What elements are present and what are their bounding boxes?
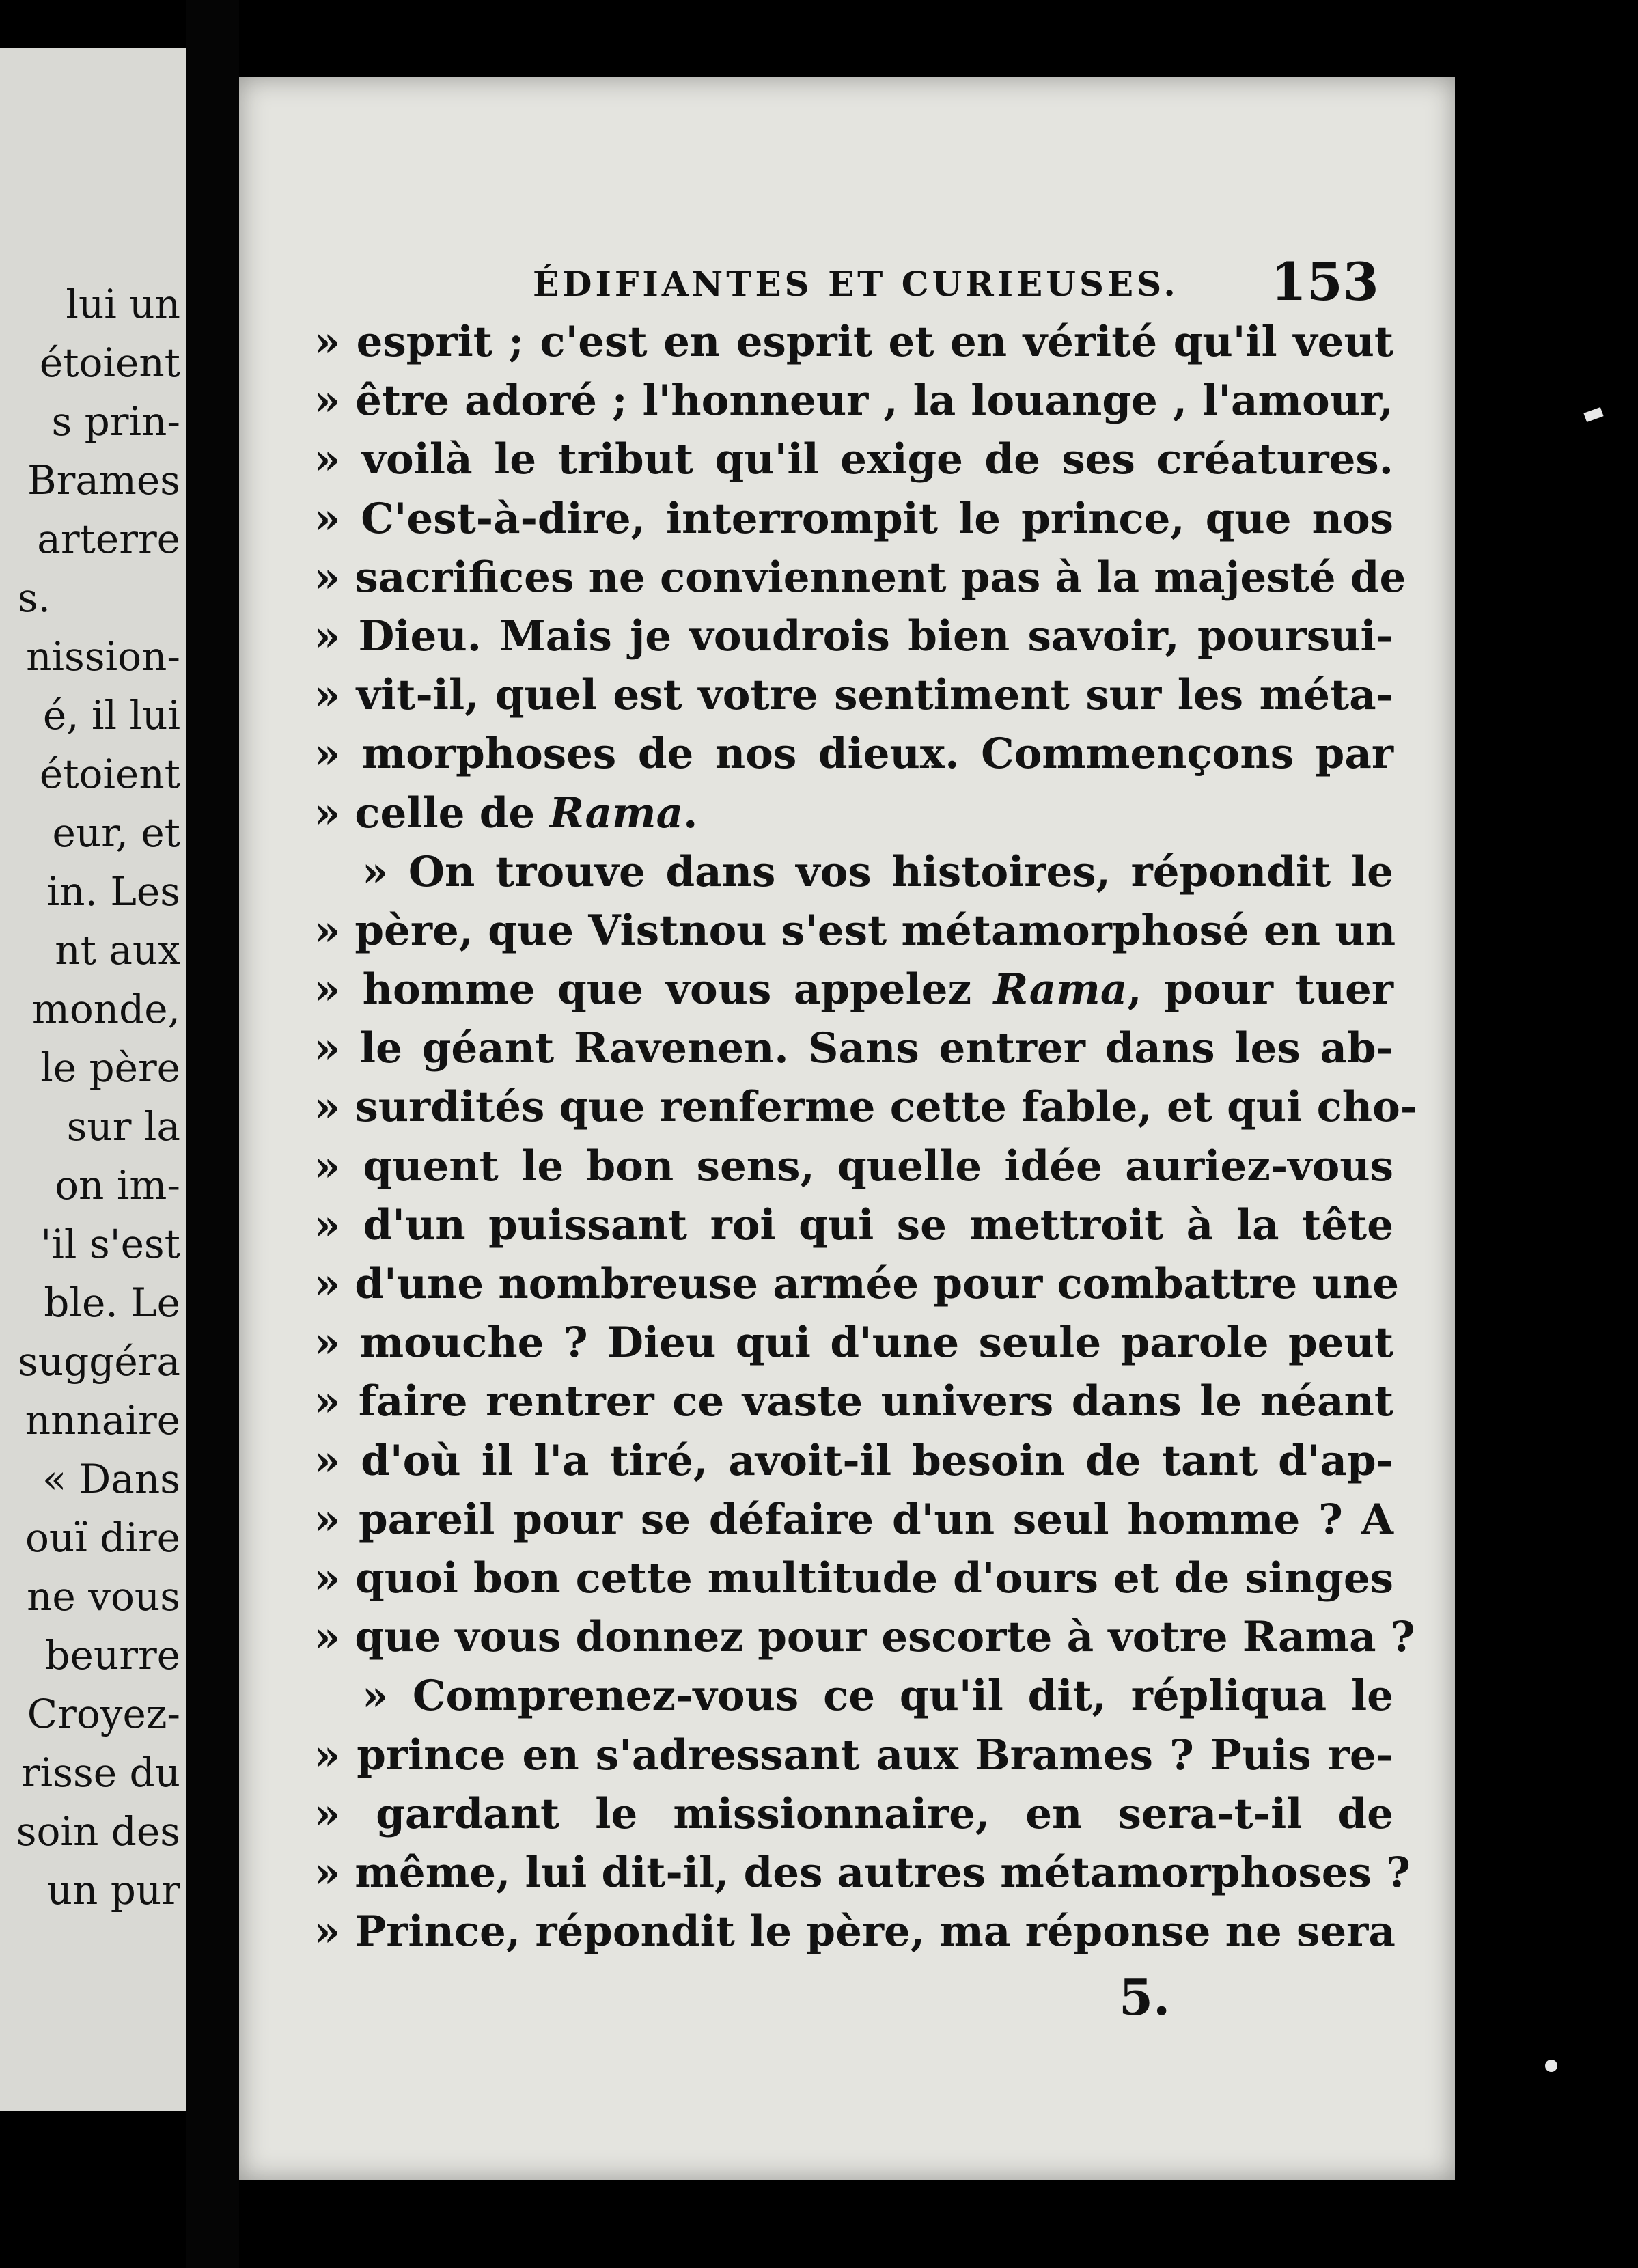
text-line: » d'un puissant roi qui se mettroit à la tête [314, 1200, 1393, 1249]
left-page-line: sur la [66, 1103, 180, 1150]
text-line: » quoi bon cette multitude d'ours et de singes [314, 1553, 1393, 1603]
text-line: » le géant Ravenen. Sans entrer dans les ab- [314, 1024, 1393, 1073]
left-page-line: é, il lui [42, 692, 180, 738]
left-page-line: suggéra [17, 1338, 180, 1385]
text-line: » que vous donnez pour escorte à votre Rama ? [314, 1613, 1415, 1662]
left-page-line: étoient [39, 340, 180, 386]
left-page-line: s. [17, 575, 51, 621]
text-line: » faire rentrer ce vaste univers dans le néant [314, 1377, 1393, 1426]
text-line: » celle de Rama. [314, 788, 698, 838]
text-line: » esprit ; c'est en esprit et en vérité qu'il veut [314, 318, 1393, 366]
left-page-line: nt aux [55, 927, 180, 973]
left-page-line: risse du [20, 1750, 180, 1796]
text-line: » prince en s'adressant aux Brames ? Puis re- [314, 1730, 1393, 1780]
dust-speck [1545, 2060, 1557, 2072]
text-line: » Prince, répondit le père, ma réponse ne sera [314, 1907, 1396, 1956]
left-page-line: ouï dire [25, 1515, 180, 1561]
text-line: » Comprenez-vous ce qu'il dit, répliqua le [362, 1672, 1393, 1721]
text-line: » pareil pour se défaire d'un seul homme ? A [314, 1495, 1393, 1544]
left-page-line: on im- [55, 1162, 180, 1208]
left-page-line: étoient [39, 751, 180, 797]
left-page-line: « Dans [42, 1456, 180, 1502]
text-line: » vit-il, quel est votre sentiment sur les méta- [314, 671, 1393, 720]
left-page-line: s prin- [51, 398, 180, 445]
signature-mark: 5. [1119, 1968, 1171, 2026]
text-line: » même, lui dit-il, des autres métamorphoses ? [314, 1848, 1411, 1897]
text-line: » Dieu. Mais je voudrois bien savoir, poursui- [314, 611, 1393, 661]
left-page-line: lui un [66, 281, 180, 327]
page-header [239, 251, 1455, 313]
left-page-line: 'il s'est [40, 1221, 180, 1267]
left-page-line: arterre [37, 516, 180, 562]
text-line: » voilà le tribut qu'il exige de ses créatures. [314, 435, 1393, 484]
text-line: » mouche ? Dieu qui d'une seule parole peut [314, 1318, 1393, 1368]
left-page-line: nnnaire [25, 1397, 180, 1443]
italic-name: Rama [549, 788, 684, 838]
text-line: » quent le bon sens, quelle idée auriez-vous [314, 1142, 1393, 1191]
text-line: » être adoré ; l'honneur , la louange , l'amour, [314, 376, 1393, 426]
text-line: » gardant le missionnaire, en sera-t-il de [314, 1789, 1393, 1838]
left-page-line: ne vous [27, 1573, 180, 1620]
running-title: ÉDIFIANTES ET CURIEUSES. [533, 264, 1179, 304]
dust-speck [1583, 407, 1603, 422]
left-page-line: nission- [26, 633, 180, 680]
text-line: » sacrifices ne conviennent pas à la majesté de [314, 553, 1406, 602]
text-line: » C'est-à-dire, interrompit le prince, que nos [314, 494, 1393, 543]
text-line: » père, que Vistnou s'est métamorphosé en un [314, 906, 1396, 955]
book-gutter [186, 0, 239, 2268]
left-page-line: in. Les [46, 868, 180, 915]
left-page-line: Brames [27, 457, 180, 503]
left-facing-page [0, 48, 186, 2111]
body-text [314, 313, 1418, 1961]
left-page-line: ble. Le [44, 1280, 180, 1326]
text-line: » d'où il l'a tiré, avoit-il besoin de tant d'ap- [314, 1436, 1393, 1485]
left-page-line: eur, et [52, 810, 180, 856]
left-page-line: beurre [44, 1632, 180, 1678]
text-line: » morphoses de nos dieux. Commençons par [314, 730, 1393, 779]
left-page-line: monde, [31, 986, 180, 1032]
italic-name: Rama [993, 965, 1128, 1014]
text-line: » homme que vous appelez Rama, pour tuer [314, 965, 1393, 1014]
text-line: » d'une nombreuse armée pour combattre une [314, 1260, 1400, 1308]
text-line: » On trouve dans vos histoires, répondit le [362, 847, 1393, 896]
text-line: » surdités que renferme cette fable, et qui cho- [314, 1083, 1418, 1132]
left-page-line: soin des [16, 1808, 180, 1855]
left-page-line: Croyez- [27, 1691, 180, 1737]
left-page-line: le père [40, 1045, 180, 1091]
left-page-line: un pur [46, 1867, 180, 1913]
main-page [239, 77, 1455, 2180]
page-number: 153 [1271, 251, 1379, 312]
